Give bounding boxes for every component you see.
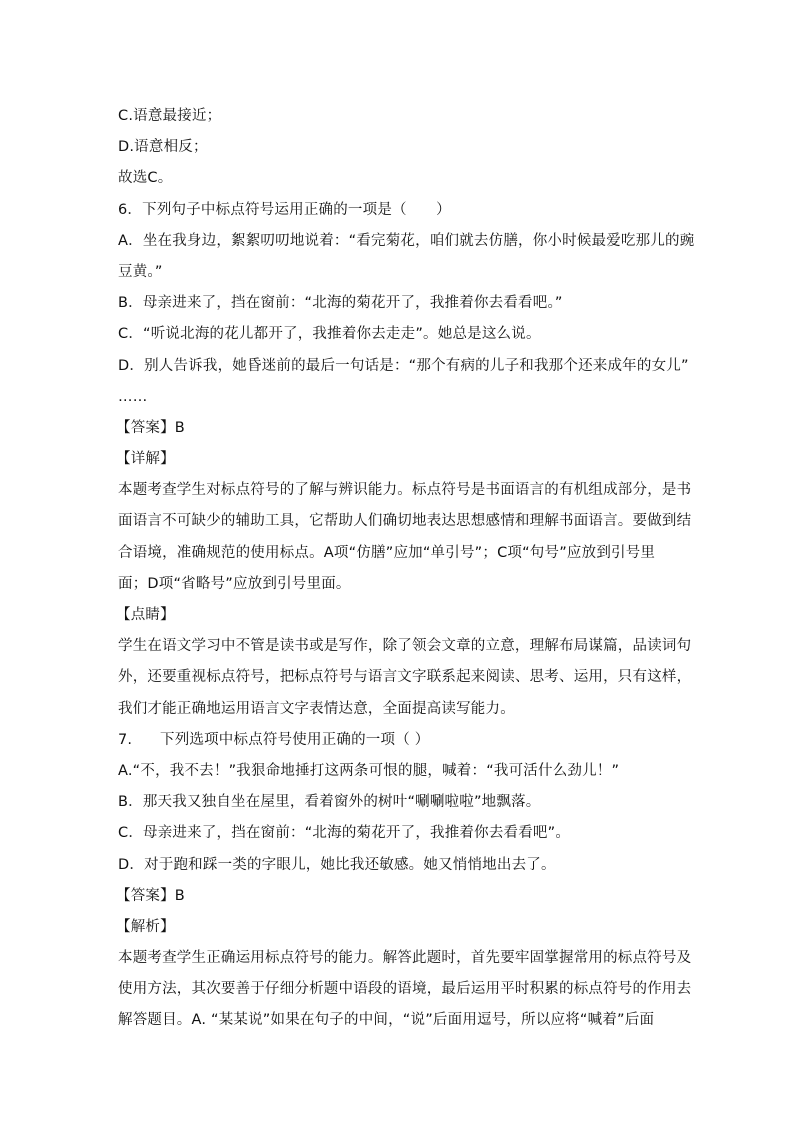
option-c-explanation: C.语意最接近；	[118, 108, 222, 124]
question-7-option-b: B．那天我又独自坐在屋里，看着窗外的树叶“唰唰啦啦”地飘落。	[118, 794, 541, 811]
question-6-tip-line: 学生在语文学习中不管是读书或是写作，除了领会文章的立意，理解布局谋篇，品读词句	[118, 638, 692, 655]
question-6-answer: 【答案】B	[116, 419, 185, 436]
question-6-stem: 6．下列句子中标点符号运用正确的一项是（ ）	[118, 201, 451, 218]
question-7-number: 7.	[118, 731, 133, 748]
question-6-detail-line: 合语境，准确规范的使用标点。A项“仿膳”应加“单引号”；C项“句号”应放到引号里	[118, 544, 656, 561]
question-7-analysis-line: 本题考查学生正确运用标点符号的能力。解答此题时，首先要牢固掌握常用的标点符号及	[118, 950, 692, 967]
question-6-option-d: D．别人告诉我，她昏迷前的最后一句话是：“那个有病的儿子和我那个还来成年的女儿”	[118, 357, 689, 374]
question-6-detail-line: 面语言不可缺少的辅助工具，它帮助人们确切地表达思想感情和理解书面语言。要做到结	[118, 513, 692, 530]
option-d-explanation: D.语意相反；	[118, 139, 208, 156]
choice-conclusion: 故选C。	[118, 170, 173, 187]
question-7-option-d: D．对于跑和踩一类的字眼儿，她比我还敏感。她又悄悄地出去了。	[118, 856, 556, 873]
question-7-option-a: A.“不，我不去！”我狠命地捶打这两条可恨的腿，喊着：“我可活什么劲儿！”	[118, 762, 620, 779]
question-6-option-d-cont: ……	[118, 388, 148, 405]
question-6-option-a-cont: 豆黄。”	[118, 263, 163, 280]
question-6-option-c: C．“听说北海的花儿都开了，我推着你去走走”。她总是这么说。	[118, 326, 541, 343]
question-6-detail-line: 本题考查学生对标点符号的了解与辨识能力。标点符号是书面语言的有机组成部分，是书	[118, 482, 692, 499]
document-page	[116, 101, 695, 1037]
question-6-option-b: B．母亲进来了，挡在窗前：“北海的菊花开了，我推着你去看看吧。”	[118, 295, 563, 312]
question-7-analysis-heading: 【解析】	[116, 918, 175, 935]
question-7-stem: 下列选项中标点符号使用正确的一项（ ）	[160, 731, 430, 748]
question-7-answer: 【答案】B	[116, 887, 185, 904]
question-6-option-a: A．坐在我身边，絮絮叨叨地说着：“看完菊花，咱们就去仿膳，你小时候最爱吃那儿的豌	[118, 232, 695, 249]
question-7-analysis-line: 使用方法，其次要善于仔细分析题中语段的语境，最后运用平时积累的标点符号的作用去	[118, 981, 692, 998]
question-6-tip-line: 外，还要重视标点符号，把标点符号与语言文字联系起来阅读、思考、运用，只有这样，	[118, 669, 692, 686]
question-6-tip-line: 我们才能正确地运用语言文字表情达意，全面提高读写能力。	[118, 700, 515, 717]
question-7-analysis-line: 解答题目。A. “某某说”如果在句子的中间，“说”后面用逗号，所以应将“喊着”后面	[118, 1012, 655, 1029]
question-6-detail-heading: 【详解】	[116, 451, 175, 468]
question-6-detail-line: 面；D项“省略号”应放到引号里面。	[118, 575, 351, 592]
question-7-option-c: C．母亲进来了，挡在窗前：“北海的菊花开了，我推着你去看看吧”。	[118, 825, 571, 842]
question-7-stem-row	[118, 725, 683, 756]
question-6-tip-heading: 【点睛】	[116, 607, 175, 623]
